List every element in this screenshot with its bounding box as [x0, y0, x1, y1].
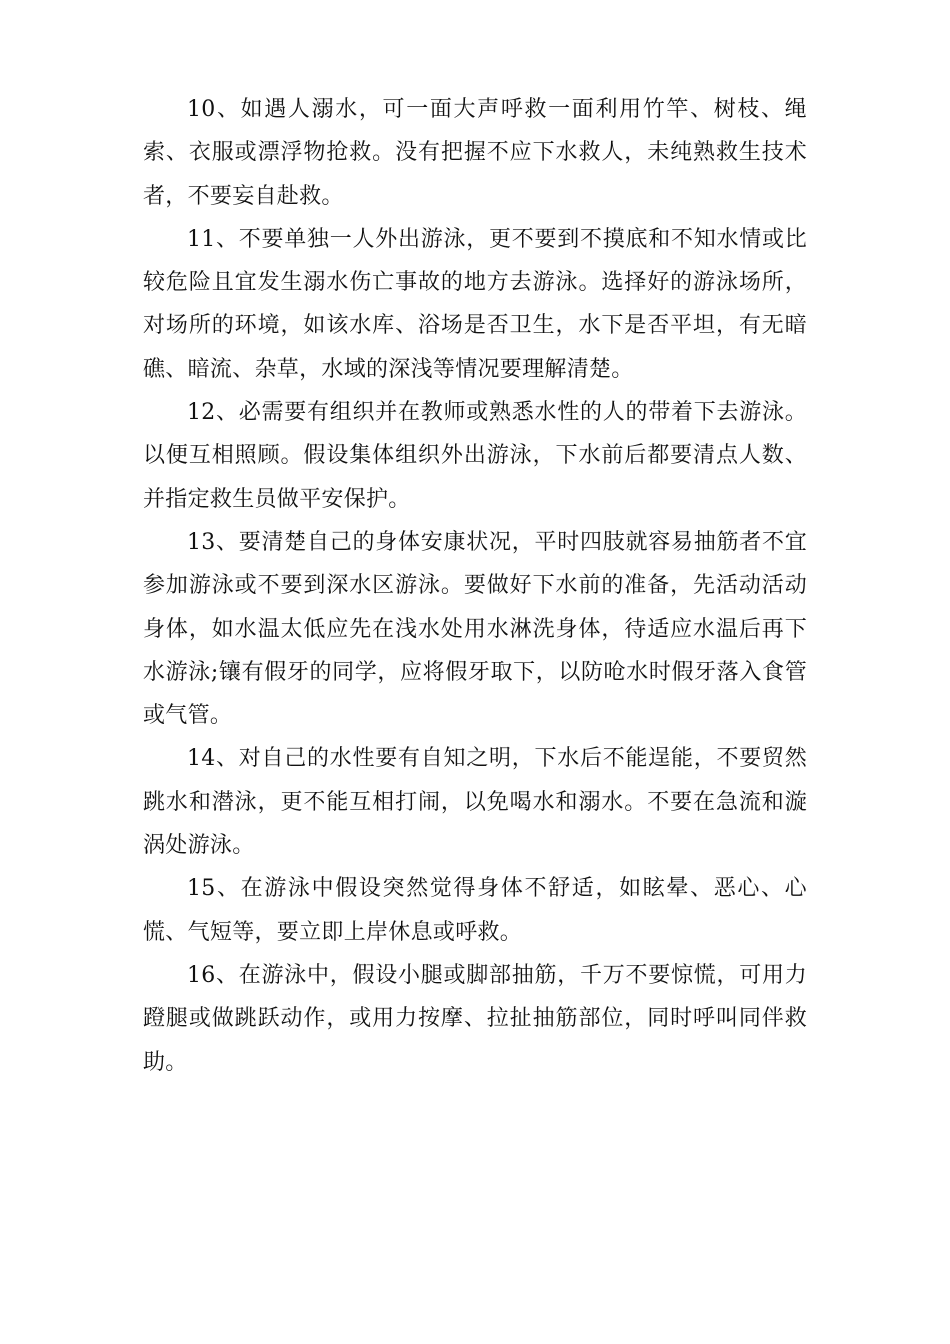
paragraph-13: 13、要清楚自己的身体安康状况，平时四肢就容易抽筋者不宜参加游泳或不要到深水区游泳。要做好下水前的准备，先活动活动身体，如水温太低应先在浅水处用水淋洗身体，待适应水温后再下水游泳;镶有假牙的同学，应将假牙取下，以防呛水时假牙落入食管或气管。	[143, 529, 807, 729]
paragraph-15: 15、在游泳中假设突然觉得身体不舒适，如眩晕、恶心、心慌、气短等，要立即上岸休息或呼救。	[143, 876, 807, 945]
paragraph-10: 10、如遇人溺水，可一面大声呼救一面利用竹竿、树枝、绳索、衣服或漂浮物抢救。没有把握不应下水救人，未纯熟救生技术者，不要妄自赴救。	[143, 97, 807, 209]
paragraph-11: 11、不要单独一人外出游泳，更不要到不摸底和不知水情或比较危险且宜发生溺水伤亡事故的地方去游泳。选择好的游泳场所，对场所的环境，如该水库、浴场是否卫生，水下是否平坦，有无暗礁、暗流、杂草，水域的深浅等情况要理解清楚。	[143, 226, 807, 382]
paragraph-16: 16、在游泳中，假设小腿或脚部抽筋，千万不要惊慌，可用力蹬腿或做跳跃动作，或用力按摩、拉扯抽筋部位，同时呼叫同伴救助。	[143, 962, 807, 1075]
paragraph-12: 12、必需要有组织并在教师或熟悉水性的人的带着下去游泳。以便互相照顾。假设集体组织外出游泳，下水前后都要清点人数、并指定救生员做平安保护。	[143, 400, 807, 512]
document-body	[143, 88, 807, 1084]
paragraph-14: 14、对自己的水性要有自知之明，下水后不能逞能，不要贸然跳水和潜泳，更不能互相打闹，以免喝水和溺水。不要在急流和漩涡处游泳。	[143, 746, 807, 859]
